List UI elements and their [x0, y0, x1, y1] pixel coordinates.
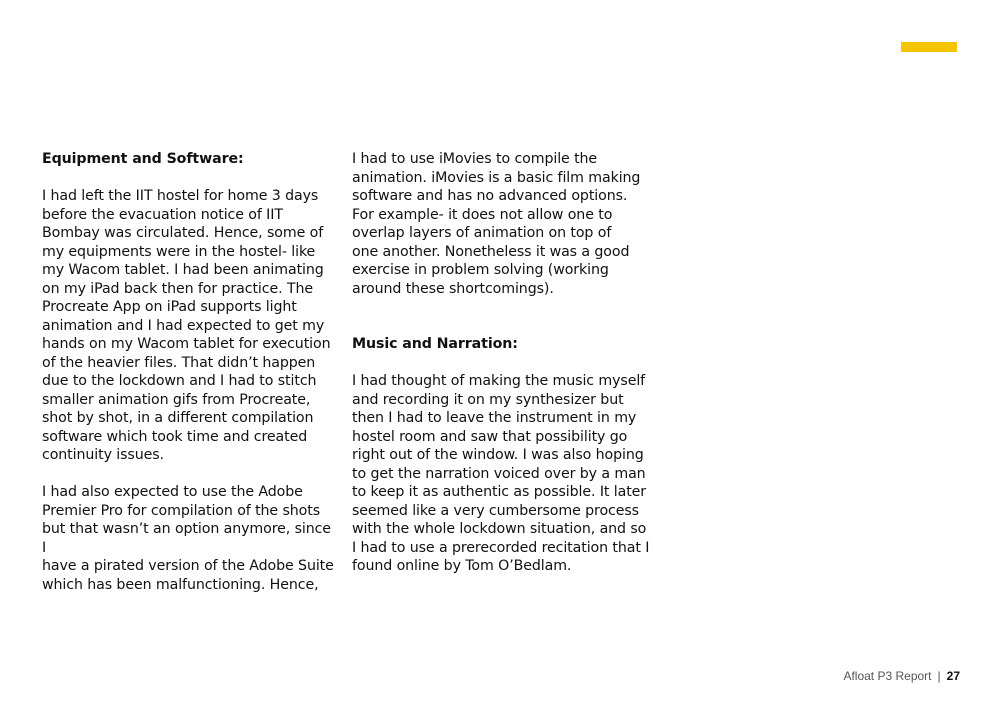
right-column	[352, 150, 658, 576]
spacer	[42, 465, 338, 484]
paragraph-equipment-2: I had also expected to use the Adobe Premier Pro for compilation of the shots but that wasn’t an option anymore, since I have a pirated version of the Adobe Suite which has been malfunctioning. Hence,	[42, 484, 334, 593]
section-heading-music: Music and Narration:	[352, 336, 518, 352]
page-number: 27	[946, 669, 960, 683]
paragraph-imovies: I had to use iMovies to compile the animation. iMovies is a basic film making software and has no advanced options. For example- it does not allow one to overlap layers of animation on top of one another. Nonetheless it was a good exercise in problem solving (working around these shortcomings).	[352, 151, 641, 297]
report-title: Afloat P3 Report	[843, 669, 932, 683]
left-column	[42, 150, 338, 594]
paragraph-equipment-1: I had left the IIT hostel for home 3 days before the evacuation notice of IIT Bombay was circulated. Hence, some of my equipments were in the hostel- like my Wacom tablet. I had been animating on my iPad back then for practice. The Procreate App on iPad supports light animation and I had expected to get my hands on my Wacom tablet for execution of the heavier files. That didn’t happen due to the lockdown and I had to stitch smaller animation gifs from Procreate, shot by shot, in a different compilation software which took time and created continuity issues.	[42, 188, 331, 463]
paragraph-music: I had thought of making the music myself and recording it on my synthesizer but then I had to leave the instrument in my hostel room and saw that possibility go right out of the window. I was also hoping to get the narration voiced over by a man to keep it as authentic as possible. It later seemed like a very cumbersome process with the whole lockdown situation, and so I had to use a prerecorded recitation that I found online by Tom O’Bedlam.	[352, 373, 650, 574]
spacer	[42, 169, 338, 188]
page-footer	[843, 669, 960, 683]
section-heading-equipment: Equipment and Software:	[42, 151, 244, 167]
spacer	[352, 298, 658, 335]
accent-bar	[901, 42, 957, 52]
spacer	[352, 354, 658, 373]
footer-separator: |	[937, 669, 941, 683]
